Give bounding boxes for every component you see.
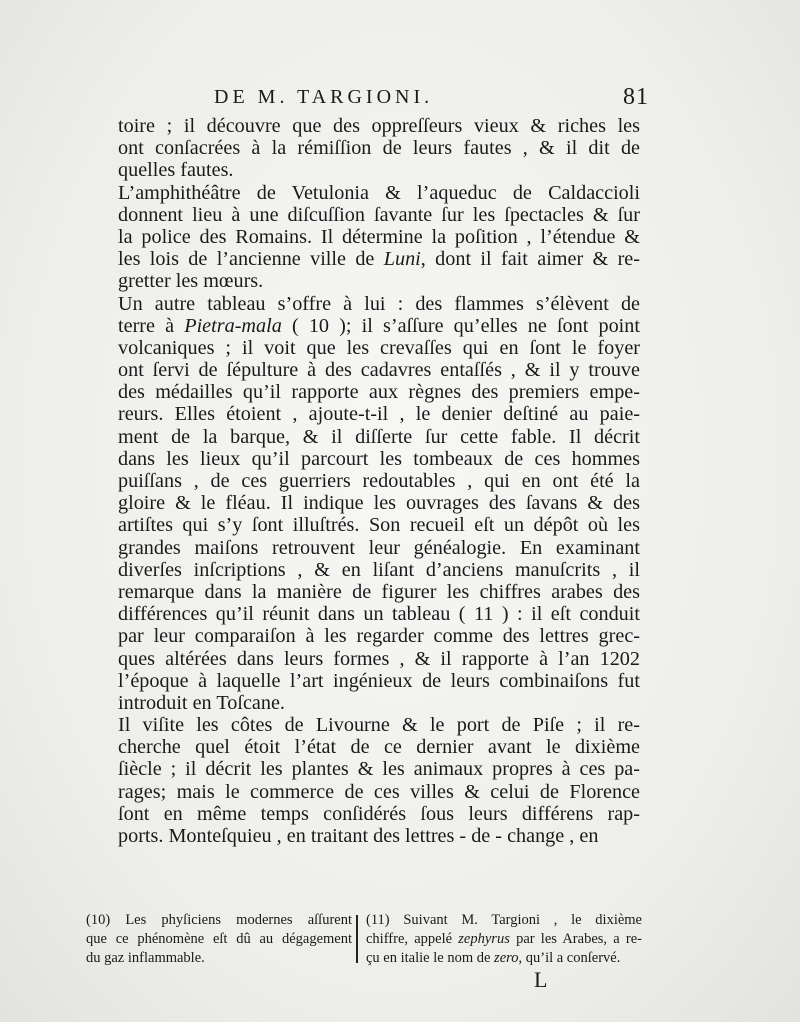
text-run: , dont il fait aimer & re-: [420, 248, 640, 271]
italic-word: Luni: [383, 248, 421, 271]
running-title: DE M. TARGIONI.: [214, 86, 434, 108]
text-line: introduit en Toſcane.: [118, 691, 285, 714]
text-line: grandes maiſons retrouvent leur généalogie. En examinant: [118, 536, 640, 559]
text-line: puiſſans , de ces guerriers redoutables , qui en ont été la: [118, 470, 640, 492]
footnote-line: [366, 949, 642, 968]
text-line: cherche quel étoit l’état de ce dernier avant le dixième: [118, 736, 640, 759]
footnote-10: [86, 911, 352, 968]
text-line: volcaniques ; il voit que les crevaſſes qui en ſont le foyer: [118, 336, 640, 359]
page-number: 81: [623, 84, 649, 110]
text-line: ſiècle ; il décrit les plantes & les animaux propres à ces pa-: [118, 758, 640, 781]
text-line: ment de la barque, & il diſſerte ſur cette fable. Il décrit: [118, 425, 640, 448]
text-line: gloire & le fléau. Il indique les ouvrages des ſavans & des: [118, 492, 640, 515]
footnote-line: du gaz inflammable.: [86, 950, 205, 966]
text-line: [118, 315, 640, 337]
text-line: rages; mais le commerce de ces villes & celui de Florence: [118, 780, 640, 803]
text-line: toire ; il découvre que des oppreſſeurs vieux & riches les: [118, 115, 640, 137]
text-line: donnent lieu à une diſcuſſion ſavante ſur les ſpectacles & ſur: [118, 203, 640, 226]
text-line: différences qu’il réunit dans un tableau ( 11 ) : il eſt conduit: [118, 603, 640, 626]
footnote-divider: [356, 915, 358, 963]
text-line: artiſtes qui s’y ſont illuſtrés. Son recueil eſt un dépôt où les: [118, 514, 640, 537]
text-line: quelles fautes.: [118, 159, 234, 182]
text-line: L’amphithéâtre de Vetulonia & l’aqueduc de Caldaccioli: [118, 181, 640, 204]
text-run: ( 10 ); il s’aſſure qu’elles ne ſont point: [281, 314, 640, 337]
text-run: terre à: [118, 314, 185, 337]
text-line: ont ſervi de ſépulture à des cadavres entaſſés , & il y trouve: [118, 359, 640, 382]
text-line: ſont en même temps conſidérés ſous leurs différens rap-: [118, 802, 640, 825]
footnote-11: [366, 911, 642, 968]
footnote-line: que ce phénomène eſt dû au dégagement: [86, 931, 352, 947]
text-line: la police des Romains. Il détermine la poſition , l’étendue &: [118, 225, 640, 248]
text-line: Il viſite les côtes de Livourne & le port de Piſe ; il re-: [118, 714, 640, 737]
body-text: [118, 115, 640, 847]
text-line: gretter les mœurs.: [118, 270, 264, 293]
text-line: Un autre tableau s’offre à lui : des flammes s’élèvent de: [118, 292, 640, 315]
text-line: diverſes inſcriptions , & en liſant d’anciens manuſcrits , il: [118, 558, 640, 581]
text-line: reurs. Elles étoient , ajoute-t-il , le denier deſtiné au paie-: [118, 403, 640, 426]
footnote-line: [366, 930, 642, 949]
footnote-italic-word: zephyrus: [458, 931, 510, 947]
text-line: l’époque à laquelle l’art ingénieux de leurs combinaiſons fut: [118, 669, 640, 692]
text-line: dans les lieux qu’il parcourt les tombeaux de ces hommes: [118, 447, 640, 470]
footnote-line: (10) Les phyſiciens modernes aſſurent: [86, 912, 352, 928]
footnote-line: (11) Suivant M. Targioni , le dixième: [366, 912, 642, 928]
text-line: ont conſacrées à la rémiſſion de leurs fautes , & il dit de: [118, 137, 640, 160]
text-line: par leur comparaiſon à les regarder comme des lettres grec-: [118, 625, 640, 648]
footnote-text: chiffre, appelé: [366, 931, 459, 947]
footnote-text: par les Arabes, a re-: [509, 931, 642, 947]
footnote-italic-word: zero: [494, 950, 519, 966]
text-line: ports. Monteſquieu , en traitant des lettres - de - change , en: [118, 825, 599, 847]
text-line: ques altérées dans leurs formes , & il rapporte à l’an 1202: [118, 647, 640, 670]
footnote-text: , qu’il a conſervé.: [518, 950, 621, 966]
text-line: remarque dans la manière de figurer les chiffres arabes des: [118, 580, 640, 603]
italic-word: Pietra-mala: [184, 314, 282, 337]
text-run: les lois de l’ancienne ville de: [118, 248, 384, 271]
footnote-text: çu en italie le nom de: [366, 950, 495, 966]
signature-mark: L: [534, 967, 548, 992]
text-line: [118, 248, 640, 270]
text-line: des médailles qu’il rapporte aux règnes des premiers empe-: [118, 381, 640, 404]
